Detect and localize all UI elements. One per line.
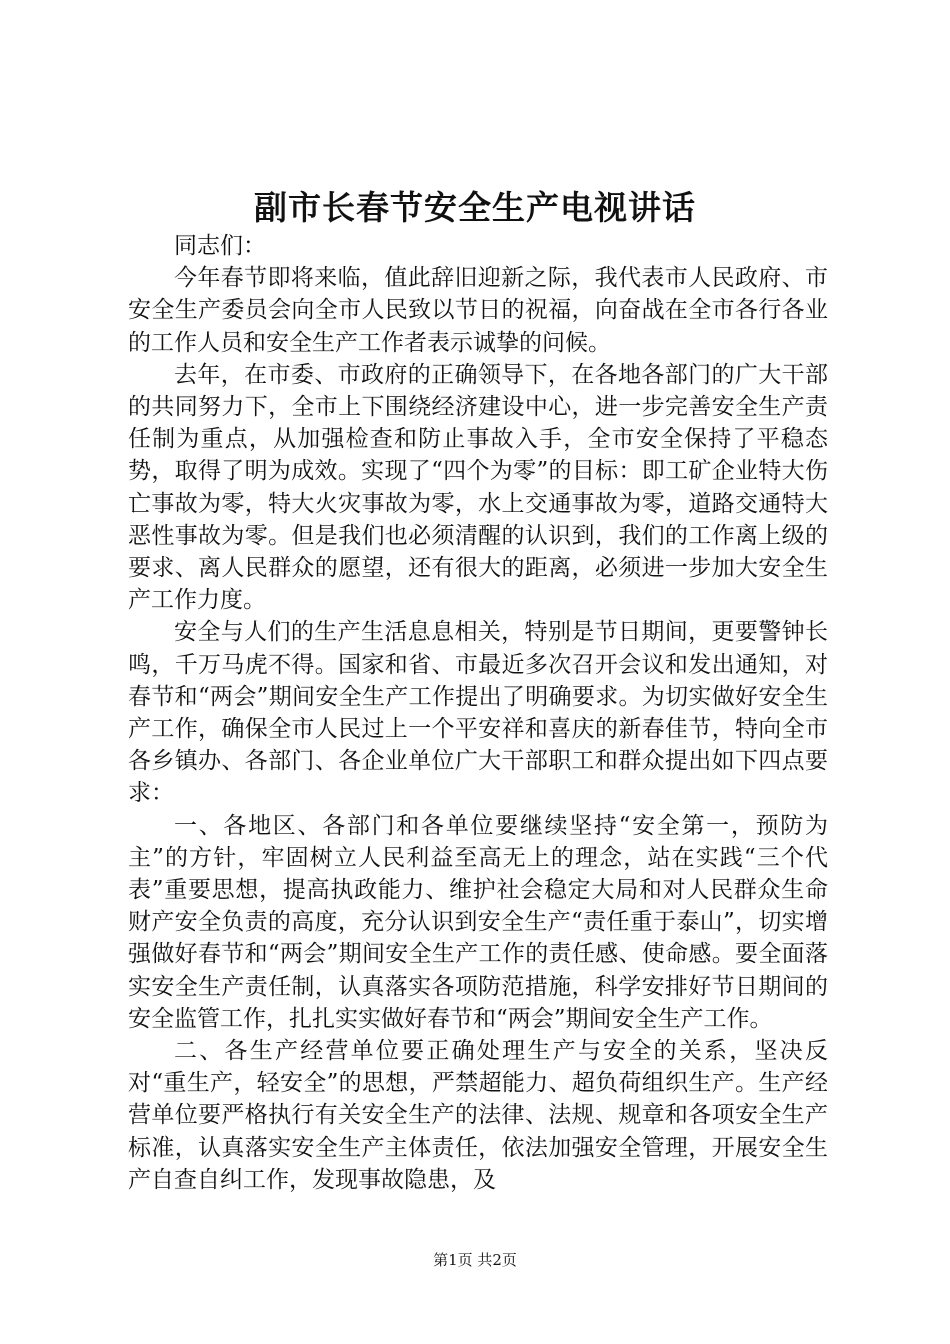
document-title: 副市长春节安全生产电视讲话: [254, 188, 696, 227]
salutation: 同志们：: [174, 233, 266, 259]
paragraph-greeting: 今年春节即将来临，值此辞旧迎新之际，我代表市人民政府、市安全生产委员会向全市人民致以节日的祝福，向奋战在全市各行各业的工作人员和安全生产工作者表示诚挚的问候。: [128, 265, 828, 356]
paragraph-last-year-review: 去年，在市委、市政府的正确领导下，在各地各部门的广大干部的共同努力下，全市上下围绕经济建设中心，进一步完善安全生产责任制为重点，从加强检查和防止事故入手，全市安全保持了平稳态势，取得了明为成效。实现了“四个为零”的目标：即工矿企业特大伤亡事故为零，特大火灾事故为零，水上交通事故为零，道路交通特大恶性事故为零。但是我们也必须清醒的认识到，我们的工作离上级的要求、离人民群众的愿望，还有很大的距离，必须进一步加大安全生产工作力度。: [128, 361, 828, 614]
paragraph-requirement-two: 二、各生产经营单位要正确处理生产与安全的关系，坚决反对“重生产，轻安全”的思想，严禁超能力、超负荷组织生产。生产经营单位要严格执行有关安全生产的法律、法规、规章和各项安全生产标准，认真落实安全生产主体责任，依法加强安全管理，开展安全生产自查自纠工作，发现事故隐患，及: [128, 1038, 828, 1193]
paragraph-requirement-one: 一、各地区、各部门和各单位要继续坚持“安全第一，预防为主”的方针，牢固树立人民利益至高无上的理念，站在实践“三个代表”重要思想，提高执政能力、维护社会稳定大局和对人民群众生命财产安全负责的高度，充分认识到安全生产“责任重于泰山”，切实增强做好春节和“两会”期间安全生产工作的责任感、使命感。要全面落实安全生产责任制，认真落实各项防范措施，科学安排好节日期间的安全监管工作，扎扎实实做好春节和“两会”期间安全生产工作。: [128, 812, 828, 1032]
document-body: [128, 230, 828, 1196]
paragraph-safety-importance: 安全与人们的生产生活息息相关，特别是节日期间，更要警钟长鸣，千万马虎不得。国家和省、市最近多次召开会议和发出通知，对春节和“两会”期间安全生产工作提出了明确要求。为切实做好安全生产工作，确保全市人民过上一个平安祥和喜庆的新春佳节，特向全市各乡镇办、各部门、各企业单位广大干部职工和群众提出如下四点要求：: [128, 619, 828, 807]
page-number-footer: 第1页 共2页: [433, 1251, 517, 1269]
